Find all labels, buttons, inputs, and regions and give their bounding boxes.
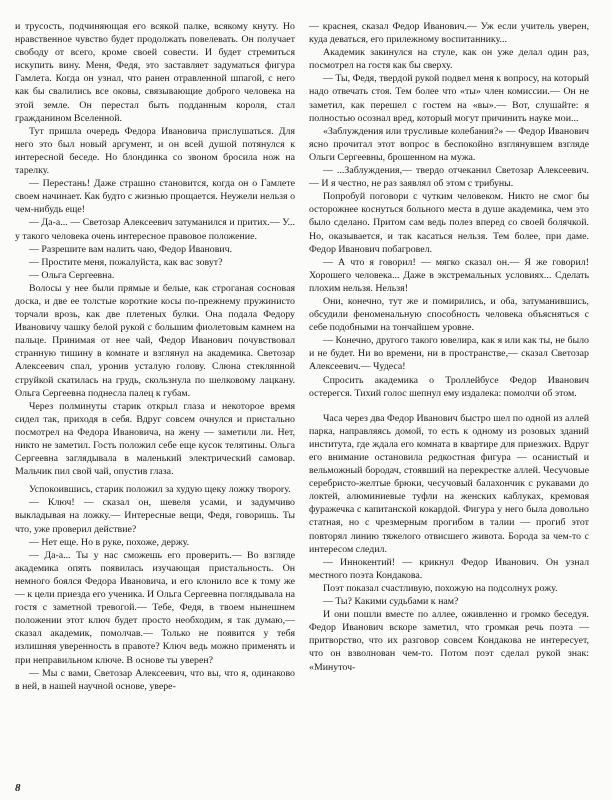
paragraph: Они, конечно, тут же и помирились, и оба, затуманившись, обсудили феноменальную способность человека объясняться с себе подобными на тончайшем уровне. — [309, 295, 589, 334]
paragraph: и трусость, подчиняющая его всякой палке, всякому кнуту. Но нравственное чувство будет продолжать повелевать. Он получает свободу от всего, кроме своей совести. И будет стремиться искупить вину. Меня, Федя, это заставляет задуматься фигура Гамлета. Когда он узнал, что ранен отравленной шпагой, с него как бы свалились все оковы, связывающие доброго человека на этой земле. Он перестал быть подданным короля, стал гражданином Вселенной. — [15, 21, 295, 124]
paragraph: — краснея, сказал Федор Иванович.— Уж если учитель уверен, куда деваться, его прилежному воспитаннику... — [309, 21, 589, 46]
right-column — [309, 20, 589, 674]
paragraph: — Ключ! — сказал он, шевеля усами, и задумчиво выкладывая на ложку.— Интересные вещи, Федя, говоришь. Ты что, уже проверил действие? — [15, 497, 295, 535]
paragraph: — Нет еще. Но в руке, похоже, держу. — [29, 536, 190, 548]
left-column — [15, 20, 295, 693]
paragraph: — Ты? Какими судьбами к нам? — [323, 596, 459, 608]
paragraph: — ...Заблуждения,— твердо отчеканил Светозар Алексеевич.— И я честно, не раз заявлял об этом с трибуны. — [309, 165, 589, 190]
paragraph: Волосы у нее были прямые и белые, как строганая сосновая доска, и две ее толстые короткие косы по-прежнему пружинисто торчали врозь, как две плетеных булки. Она подала Федору Ивановичу чашку белой рукой с большим фиолетовым камнем на пальце. Принимая от нее чай, Федор Иванович почувствовал странную тишину в комнате и взглянул на академика. Светозар Алексеевич спал, уронив усталую голову. Слюна стеклянной струйкой скатилась на грудь, скользнула по шелковому лацкану. Ольга Сергеевна поднесла палец к губам. — [15, 282, 295, 399]
paragraph: Часа через два Федор Иванович быстро шел по одной из аллей парка, направляясь домой, то есть к одному из розовых зданий института, где ждала его комната в квартире для приезжих. Вдруг его внимание остановила редкостная фигура — осанистый и вельможный бородач, стоявший на перекрестке аллей. Чесучовые серебристо-желтые брюки, чесучовый балахончик с рукавами до локтей, алюминиевые туфли на женских каблуках, кремовая фуражечка с капитанской кокардой. Фигура у него была довольно статная, но с чрезмерным прогибом в талии — прогиб этот повторял линию тяжелого отвисшего живота. Борода за чем-то с интересом следил. — [309, 412, 589, 555]
paragraph: Тут пришла очередь Федора Ивановича прислушаться. Для него это был новый аргумент, и он всей душой потянулся к интересной беседе. Но блондинка со звоном бросила нож на тарелку. — [15, 125, 295, 177]
paragraph: Спросить академика о Троллейбусе Федор Иванович остерегся. Тихий голос шепнул ему издалека: помолчи об этом. — [309, 374, 589, 399]
paragraph: — Простите меня, пожалуйста, как вас зовут? — [29, 256, 223, 268]
paragraph: — А что я говорил! — мягко сказал он.— Я же говорил! Хорошего человека... Даже в экстремальных условиях... Сделать плохим нельзя. Нельзя! — [309, 256, 589, 294]
paragraph: «Заблуждения или трусливые колебания?» — Федор Иванович ясно прочитал этот вопрос в беспокойно взглянувшем взгляде Ольги Сергеевны, брошенном на мужа. — [309, 125, 589, 163]
paragraph: Успокоившись, старик положил за худую щеку ложку твороrу. — [29, 484, 291, 496]
page-number: 8 — [15, 782, 21, 794]
paragraph: И они пошли вместе по аллее, оживленно и громко беседуя. Федор Иванович вскоре заметил, что громкая речь поэта — притворство, что их разговор совсем Кондакова не интересует, что он взволнован чем-то. Потом поэт сделал рукой знак: «Минуточ- — [309, 609, 589, 673]
paragraph: — Да-а... — Светозар Алексеевич затуманился и притих.— У... у такого человека очень интересное правовое положение. — [15, 217, 295, 242]
paragraph: Попробуй поговори с чутким человеком. Никто не смог бы осторожнее коснуться больного места в душе академика, чем это было сделано. Притом сам ведь полез вперед со своей болячкой. Но, оказывается, и так касаться нельзя. Тем более, при даме. Федор Иванович побагровел. — [309, 191, 589, 255]
paragraph: — Ты, Федя, твердой рукой подвел меня к вопросу, на который надо отвечать стоя. Тем более что «ты» член комиссии.— Он не заметил, как перешел с гостем на «вы».— Вот, слушайте: я полностью осознал вред, который могут причинить науке мои... — [309, 73, 589, 124]
paragraph: — Мы с вами, Светозар Алексеевич, что вы, что я, одинаково в ней, в нашей научной основе, увере- — [15, 667, 295, 692]
paragraph: — Да-а... Ты у нас сможешь его проверить.— Во взгляде академика опять появилась изучающая пристальность. Он немного боялся Федора Ивановича, и его клонило все к тому же — к цели приезда его ученика. И Ольга Сергеевна поглядывала на гостя с заметной тревогой.— Тебе, Федя, в твоем нынешнем положении этот ключ будет просто необходим, я так думаю,— сказал академик, помолчав.— Только не появится у тебя излишняя уверенность в правоте? Ключ ведь можно применять и при неправильном ключе. В основе ты уверен? — [15, 549, 295, 666]
paragraph: — Перестань! Даже страшно становится, когда он о Гамлете своем начинает. Как будто с жизнью прощается. Неужели нельзя о чем-нибудь еще! — [15, 178, 296, 216]
paragraph: — Ольга Сергеевна. — [29, 269, 115, 281]
paragraph: — Разрешите вам налить чаю, Федор Иванович. — [29, 243, 233, 255]
paragraph: — Иннокентий! — крикнул Федор Иванович. Он узнал местного поэта Кондакова. — [309, 556, 589, 581]
paragraph: Через полминуты старик открыл глаза и некоторое время сидел так, приходя в себя. Вдруг совсем очнулся и пристально посмотрел на Федора Ивановича, на жену — заметили ли. Нет, никто не заметил. Гость положил себе еще кусок телятины. Ольга Сергеевна заглядывала в маленький электрический самовар. Мальчик пил свой чай, опустив глаза. — [15, 400, 295, 478]
paragraph: — Конечно, другого такого ювелира, как я или как ты, не было и не будет. Ни во времени, ни в пространстве,— сказал Светозар Алексеевич.— Чудеса! — [309, 335, 589, 373]
paragraph: Академик закинулся на стуле, как он уже делал один раз, посмотрел на гостя как бы сверху. — [309, 47, 589, 72]
paragraph: Поэт показал счастливую, похожую на подсолнух рожу. — [323, 582, 558, 594]
